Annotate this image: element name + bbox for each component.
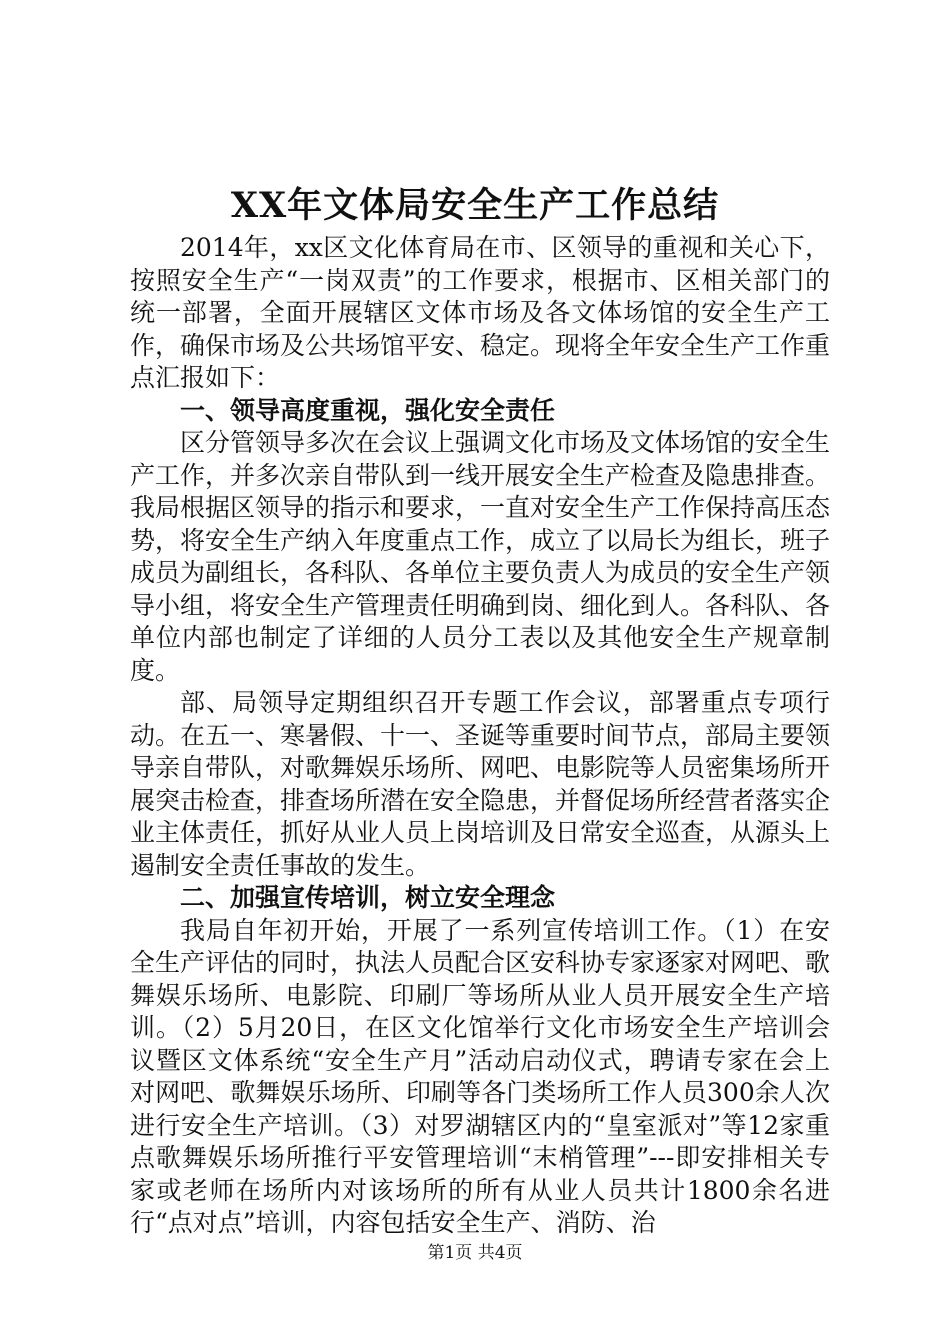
- section-1-paragraph-2: 部、局领导定期组织召开专题工作会议，部署重点专项行动。在五一、寒暑假、十一、圣诞等重要时间节点，部局主要领导亲自带队，对歌舞娱乐场所、网吧、电影院等人员密集场所开展突击检查，排查场所潜在安全隐患，并督促场所经营者落实企业主体责任，抓好从业人员上岗培训及日常安全巡查，从源头上遏制安全责任事故的发生。: [130, 688, 831, 880]
- page-footer: 第1页 共4页: [427, 1243, 523, 1263]
- document-body: [130, 232, 830, 1240]
- section-2-heading: 二、加强宣传培训，树立安全理念: [180, 883, 556, 912]
- document-title: XX年文体局安全生产工作总结: [230, 185, 720, 226]
- intro-paragraph: 2014年，xx区文化体育局在市、区领导的重视和关心下，按照安全生产“一岗双责”的工作要求，根据市、区相关部门的统一部署，全面开展辖区文体市场及各文体场馆的安全生产工作，确保市场及公共场馆平安、稳定。现将全年安全生产工作重点汇报如下：: [130, 233, 831, 392]
- section-1-paragraph-1: 区分管领导多次在会议上强调文化市场及文体场馆的安全生产工作，并多次亲自带队到一线开展安全生产检查及隐患排查。我局根据区领导的指示和要求，一直对安全生产工作保持高压态势，将安全生产纳入年度重点工作，成立了以局长为组长，班子成员为副组长，各科队、各单位主要负责人为成员的安全生产领导小组，将安全生产管理责任明确到岗、细化到人。各科队、各单位内部也制定了详细的人员分工表以及其他安全生产规章制度。: [130, 428, 831, 685]
- section-2-paragraph-1: 我局自年初开始，开展了一系列宣传培训工作。（1）在安全生产评估的同时，执法人员配合区安科协专家逐家对网吧、歌舞娱乐场所、电影院、印刷厂等场所从业人员开展安全生产培训。（2）5月20日，在区文化馆举行文化市场安全生产培训会议暨区文体系统“安全生产月”活动启动仪式，聘请专家在会上对网吧、歌舞娱乐场所、印刷等各门类场所工作人员300余人次进行安全生产培训。（3）对罗湖辖区内的“皇室派对”等12家重点歌舞娱乐场所推行平安管理培训“末梢管理”---即安排相关专家或老师在场所内对该场所的所有从业人员共计1800余名进行“点对点”培训，内容包括安全生产、消防、治: [130, 915, 831, 1237]
- section-1-heading: 一、领导高度重视，强化安全责任: [180, 395, 556, 425]
